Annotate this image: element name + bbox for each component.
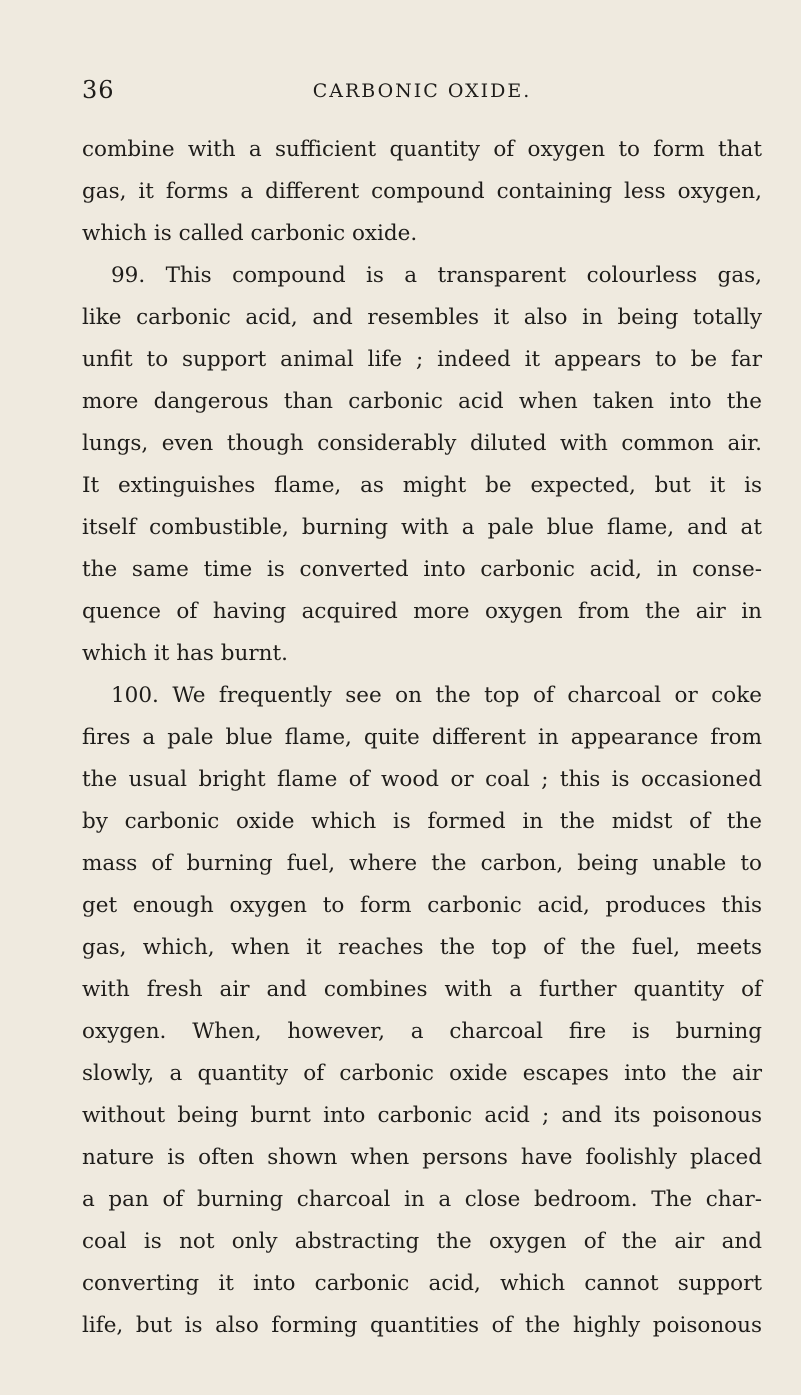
text-line: with fresh air and combines with a further quantity of	[82, 977, 762, 1002]
text-line: like carbonic acid, and resembles it also in being totally	[82, 305, 762, 330]
text-line: which is called carbonic oxide.	[82, 221, 418, 246]
paragraph-100-start: 100. We frequently see on the top of charcoal or coke	[111, 683, 762, 708]
text-line: gas, it forms a different compound containing less oxygen,	[82, 179, 762, 204]
text-line: the same time is converted into carbonic acid, in conse-	[82, 557, 762, 582]
text-line: coal is not only abstracting the oxygen of the air and	[82, 1229, 762, 1254]
text-line: more dangerous than carbonic acid when taken into the	[82, 389, 762, 414]
text-line: nature is often shown when persons have foolishly placed	[82, 1145, 762, 1170]
running-title: CARBONIC OXIDE.	[312, 80, 532, 102]
paragraph-99-start: 99. This compound is a transparent colourless gas,	[111, 263, 762, 288]
text-line: gas, which, when it reaches the top of the fuel, meets	[82, 935, 762, 960]
text-line: fires a pale blue flame, quite different in appearance from	[82, 725, 762, 750]
text-line: itself combustible, burning with a pale blue flame, and at	[82, 515, 762, 540]
text-line: It extinguishes flame, as might be expected, but it is	[82, 473, 762, 498]
text-line: quence of having acquired more oxygen from the air in	[82, 599, 762, 624]
text-line: by carbonic oxide which is formed in the midst of the	[82, 809, 762, 834]
text-line: lungs, even though considerably diluted with common air.	[82, 431, 762, 456]
text-line: the usual bright flame of wood or coal ; this is occasioned	[82, 767, 762, 792]
page-header	[82, 76, 762, 110]
page-number: 36	[82, 76, 115, 104]
text-line: slowly, a quantity of carbonic oxide escapes into the air	[82, 1061, 762, 1086]
text-line: which it has burnt.	[82, 641, 288, 666]
text-line: mass of burning fuel, where the carbon, being unable to	[82, 851, 762, 876]
text-line: unfit to support animal life ; indeed it appears to be far	[82, 347, 762, 372]
text-line: combine with a sufficient quantity of oxygen to form that	[82, 137, 762, 162]
text-line: get enough oxygen to form carbonic acid, produces this	[82, 893, 762, 918]
text-line: oxygen. When, however, a charcoal fire is burning	[82, 1019, 762, 1044]
text-line: without being burnt into carbonic acid ; and its poisonous	[82, 1103, 762, 1128]
text-line: converting it into carbonic acid, which cannot support	[82, 1271, 762, 1296]
text-line: a pan of burning charcoal in a close bedroom. The char-	[82, 1187, 762, 1212]
text-line: life, but is also forming quantities of the highly poisonous	[82, 1313, 762, 1338]
